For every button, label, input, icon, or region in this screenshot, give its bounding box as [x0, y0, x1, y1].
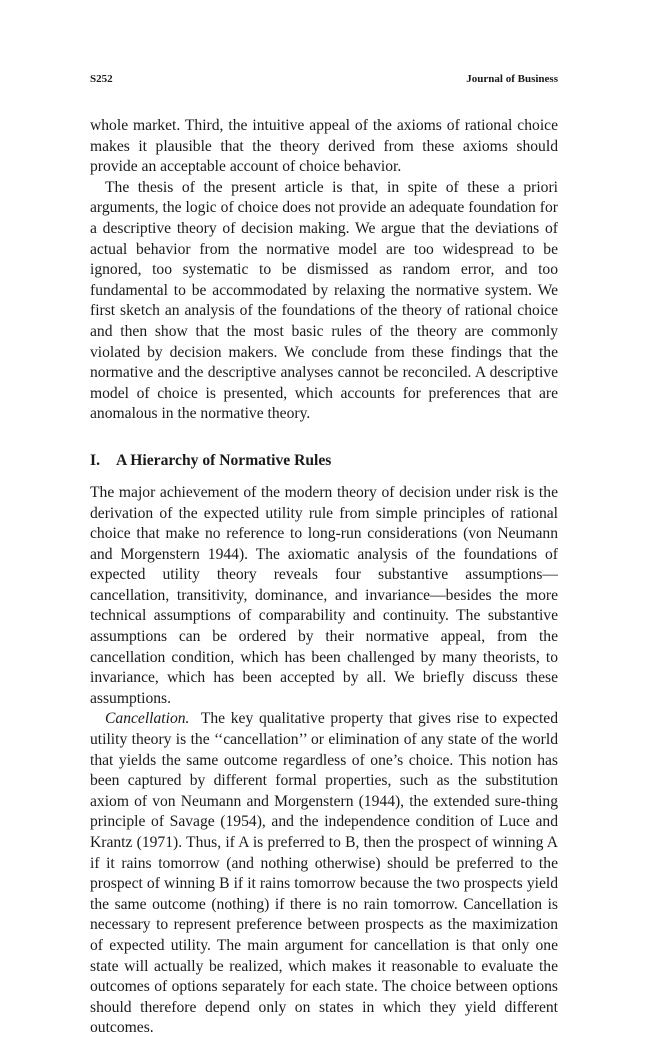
section-paragraph-1: The major achievement of the modern theory of decision under risk is the derivation of the expected utility rule from simple principles of rational choice that make no reference to long-run considerations (von Neumann and Morgenstern 1944). The axiomatic analysis of the foundations of expected utility theory reveals four substantive assumptions—cancellation, transitivity, dominance, and invariance—besides the more technical assumptions of comparability and continuity. The substantive assumptions can be ordered by their normative appeal, from the cancellation condition, which has been challenged by many theorists, to invariance, which has been accepted by all. We briefly discuss these assumptions. [90, 483, 558, 707]
intro-paragraph-2: The thesis of the present article is that, in spite of these a priori arguments, the logic of choice does not provide an adequate foundation for a descriptive theory of decision making. We argue that the deviations of actual behavior from the normative model are too widespread to be ignored, too systematic to be dismissed as random error, and too fundamental to be accommodated by relaxing the normative system. We first sketch an analysis of the foundations of the theory of rational choice and then show that the most basic rules of the theory are commonly violated by decision makers. We conclude from these findings that the normative and the descriptive analyses cannot be reconciled. A descriptive model of choice is presented, which accounts for preferences that are anomalous in the normative theory. [90, 178, 558, 423]
cancellation-label: Cancellation. [105, 710, 190, 728]
cancellation-text: The key qualitative property that gives rise to expected utility theory is the ‘‘cancellation’’ or elimination of any state of the world that yields the same outcome regardless of one’s choice. This notion has been captured by different formal properties, such as the substitution axiom of von Neumann and Morgenstern (1944), the extended sure-thing principle of Savage (1954), and the independence condition of Luce and Krantz (1971). Thus, if A is preferred to B, then the prospect of winning A if it rains tomorrow (and nothing otherwise) should be preferred to the prospect of winning B if it rains tomorrow because the two prospects yield the same outcome (nothing) if there is no rain tomorrow. Cancellation is necessary to represent preference between prospects as the maximization of expected utility. The main argument for cancellation is that only one state will actually be realized, which makes it reasonable to evaluate the outcomes of options separately for each state. The choice between options should therefore depend only on states in which they yield different outcomes. [90, 710, 558, 1037]
section-title: A Hierarchy of Normative Rules [116, 451, 332, 469]
journal-title: Journal of Business [466, 73, 558, 85]
page [90, 72, 558, 1039]
page-number: S252 [90, 73, 113, 85]
running-head [90, 72, 558, 86]
section-heading [90, 451, 558, 471]
section-number: I. [90, 451, 100, 469]
cancellation-paragraph [90, 709, 558, 1039]
article-body [90, 116, 558, 1039]
intro-paragraph-1: whole market. Third, the intuitive appeal of the axioms of rational choice makes it plausible that the theory derived from these axioms should provide an acceptable account of choice behavior. [90, 117, 558, 176]
